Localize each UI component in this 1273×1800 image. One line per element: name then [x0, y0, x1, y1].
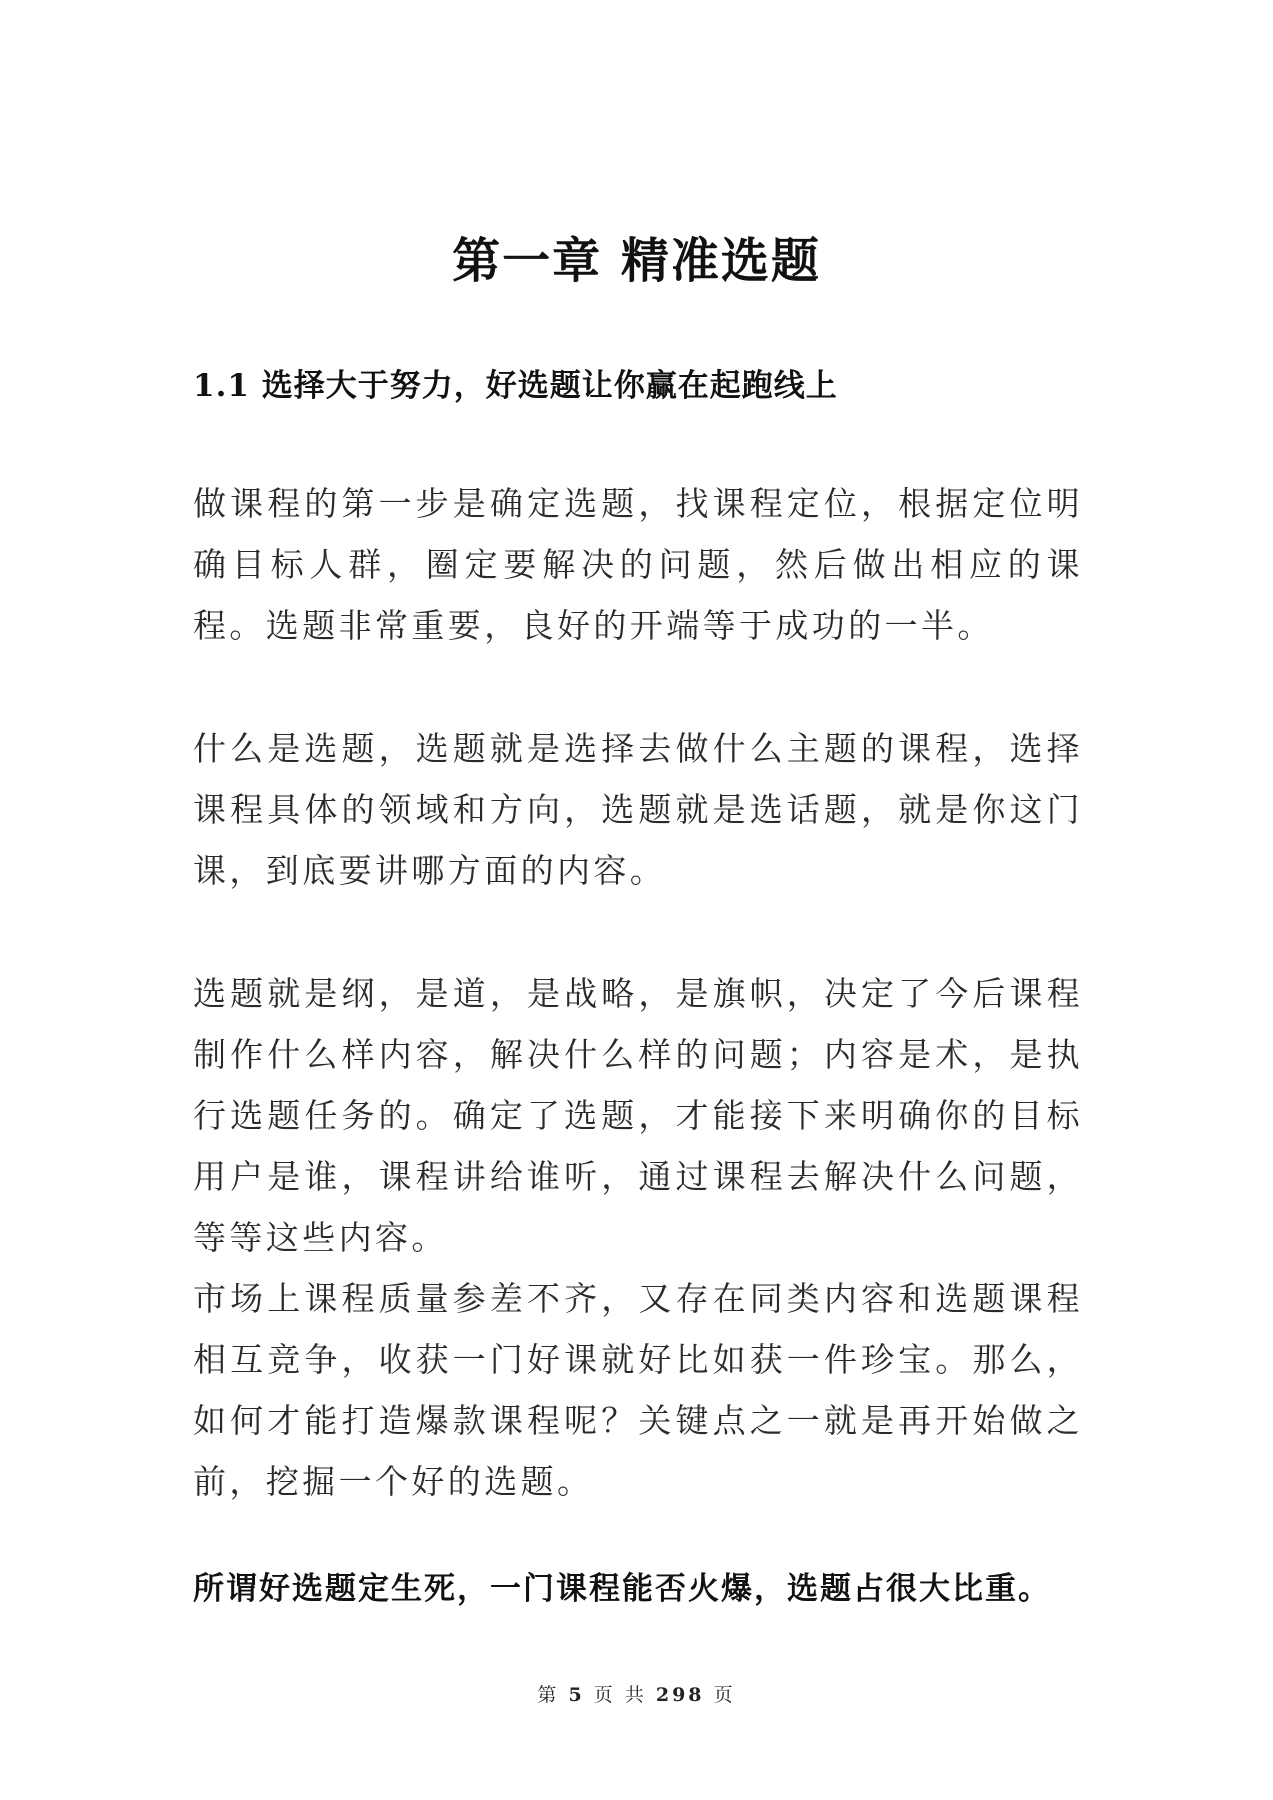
body-paragraph-2: 什么是选题，选题就是选择去做什么主题的课程，选择课程具体的领域和方向，选题就是选话题，就是你这门课，到底要讲哪方面的内容。	[193, 729, 1083, 890]
footer-prefix: 第	[537, 1684, 560, 1706]
body-paragraph-1: 做课程的第一步是确定选题，找课程定位，根据定位明确目标人群，圈定要解决的问题，然后做出相应的课程。选题非常重要，良好的开端等于成功的一半。	[193, 484, 1083, 645]
body-paragraph-4: 市场上课程质量参差不齐，又存在同类内容和选题课程相互竞争，收获一门好课就好比如获一件珍宝。那么，如何才能打造爆款课程呢？关键点之一就是再开始做之前，挖掘一个好的选题。	[193, 1279, 1083, 1501]
chapter-title: 第一章 精准选题	[452, 233, 821, 289]
body-paragraph-3: 选题就是纲，是道，是战略，是旗帜，决定了今后课程制作什么样内容，解决什么样的问题；内容是术，是执行选题任务的。确定了选题，才能接下来明确你的目标用户是谁，课程讲给谁听，通过课程去解决什么问题，等等这些内容。	[193, 974, 1083, 1257]
emphasis-statement: 所谓好选题定生死，一门课程能否火爆，选题占很大比重。	[193, 1571, 1051, 1607]
footer-middle: 页 共	[593, 1684, 647, 1706]
page-footer	[0, 1680, 1273, 1707]
footer-suffix: 页	[713, 1684, 736, 1706]
current-page-number: 5	[568, 1684, 585, 1706]
section-title: 1.1 选择大于努力，好选题让你赢在起跑线上	[193, 368, 838, 404]
total-page-count: 298	[655, 1684, 705, 1706]
